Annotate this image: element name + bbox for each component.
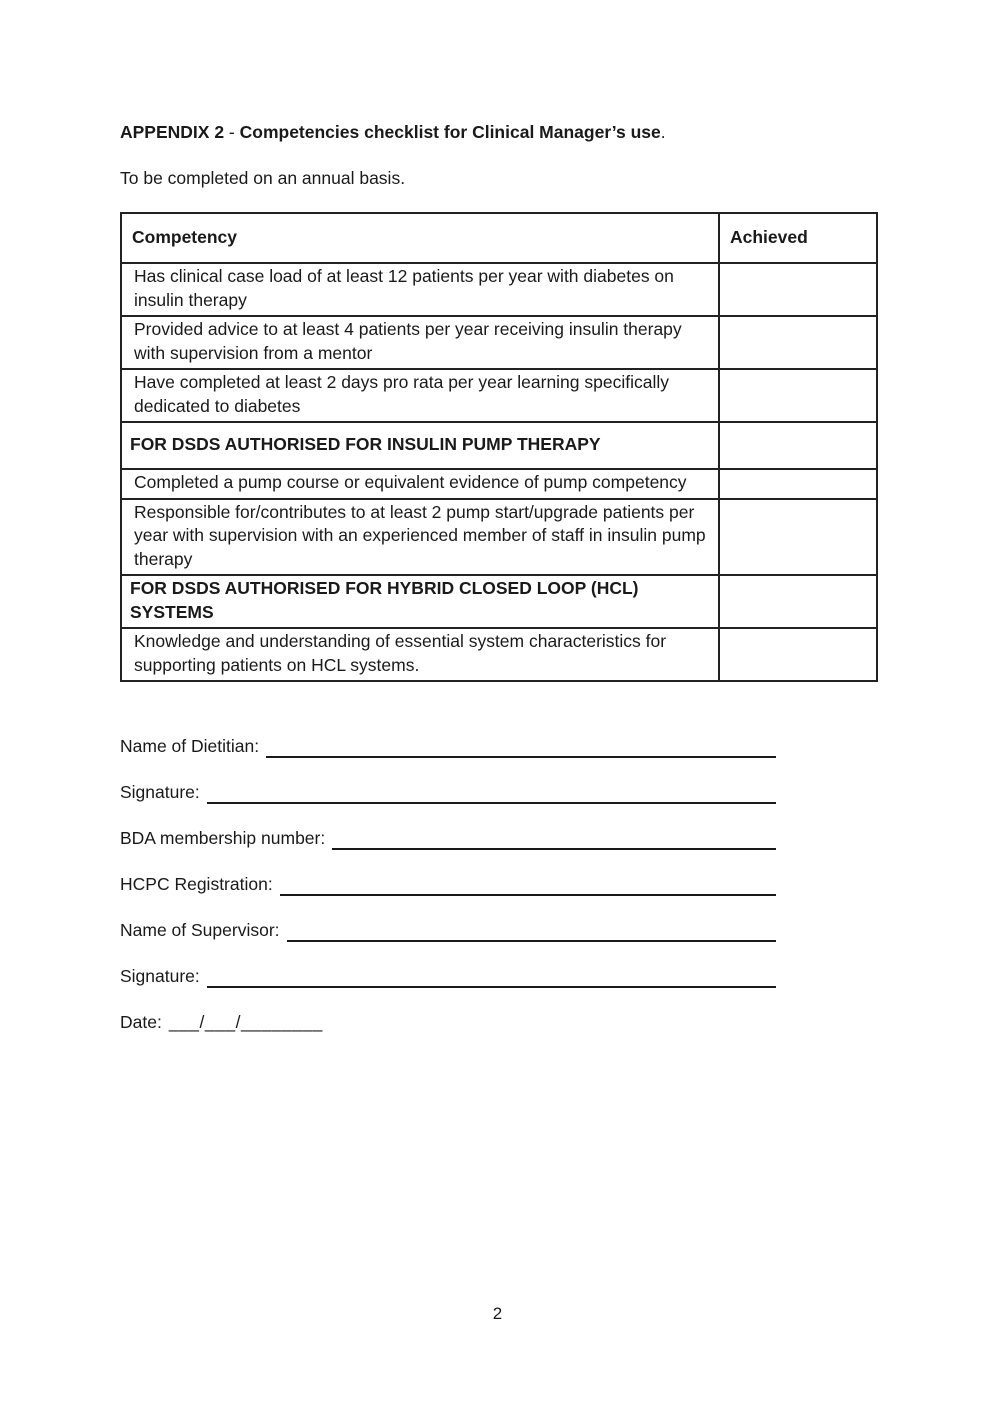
table-row [121,263,877,316]
fill-in-line [266,737,776,758]
competency-table [120,212,878,682]
title-period: . [660,122,666,142]
form-field-label: Signature: [120,782,200,802]
competency-cell: Completed a pump course or equivalent evidence of pump competency [121,469,719,499]
title-separator: - [224,122,240,142]
form-field-label: Signature: [120,966,200,986]
table-row [121,316,877,369]
achieved-cell [719,422,877,469]
achieved-cell [719,316,877,369]
fill-in-line [332,829,776,850]
achieved-cell [719,369,877,422]
table-row [121,628,877,681]
date-fill-blanks: ___/___/________ [168,1012,323,1032]
form-field-label: BDA membership number: [120,828,326,848]
fill-in-line [280,875,776,896]
title-appendix-label: APPENDIX 2 [120,122,225,142]
competency-cell: Have completed at least 2 days pro rata per year learning specifically dedicated to diabetes [121,369,719,422]
competency-cell: FOR DSDS AUTHORISED FOR INSULIN PUMP THERAPY [121,422,719,469]
section-header-row [121,422,877,469]
form-line [120,872,776,896]
page-title [120,120,876,144]
achieved-cell [719,469,877,499]
form-line [120,780,776,804]
fill-in-line [207,783,776,804]
competency-cell: Responsible for/contributes to at least 2 pump start/upgrade patients per year with supervision with an experienced member of staff in insulin pump therapy [121,499,719,576]
form-line [120,826,776,850]
section-header-row [121,575,877,628]
competency-table-body [121,263,877,681]
title-main-text: Competencies checklist for Clinical Manager’s use [239,122,661,142]
achieved-cell [719,575,877,628]
competency-cell: Has clinical case load of at least 12 patients per year with diabetes on insulin therapy [121,263,719,316]
column-header-competency: Competency [121,213,719,263]
form-line [120,1010,776,1034]
form-field-label: HCPC Registration: [120,874,273,894]
column-header-achieved: Achieved [719,213,877,263]
competency-cell: FOR DSDS AUTHORISED FOR HYBRID CLOSED LOOP (HCL) SYSTEMS [121,575,719,628]
page-number: 2 [492,1304,503,1323]
achieved-cell [719,499,877,576]
table-row [121,469,877,499]
subtitle-annual-basis: To be completed on an annual basis. [120,168,406,188]
table-row [121,499,877,576]
competency-cell: Provided advice to at least 4 patients per year receiving insulin therapy with supervision from a mentor [121,316,719,369]
page-content [120,120,876,1056]
form-line [120,918,776,942]
achieved-cell [719,263,877,316]
fill-in-line [287,921,776,942]
table-header-row [121,213,877,263]
form-fields [120,734,776,1034]
fill-in-line [207,967,776,988]
form-field-label: Name of Supervisor: [120,920,280,940]
form-line [120,964,776,988]
form-field-label: Date: [120,1012,162,1032]
form-field-label: Name of Dietitian: [120,736,260,756]
achieved-cell [719,628,877,681]
competency-cell: Knowledge and understanding of essential system characteristics for supporting patients on HCL systems. [121,628,719,681]
table-row [121,369,877,422]
form-line [120,734,776,758]
